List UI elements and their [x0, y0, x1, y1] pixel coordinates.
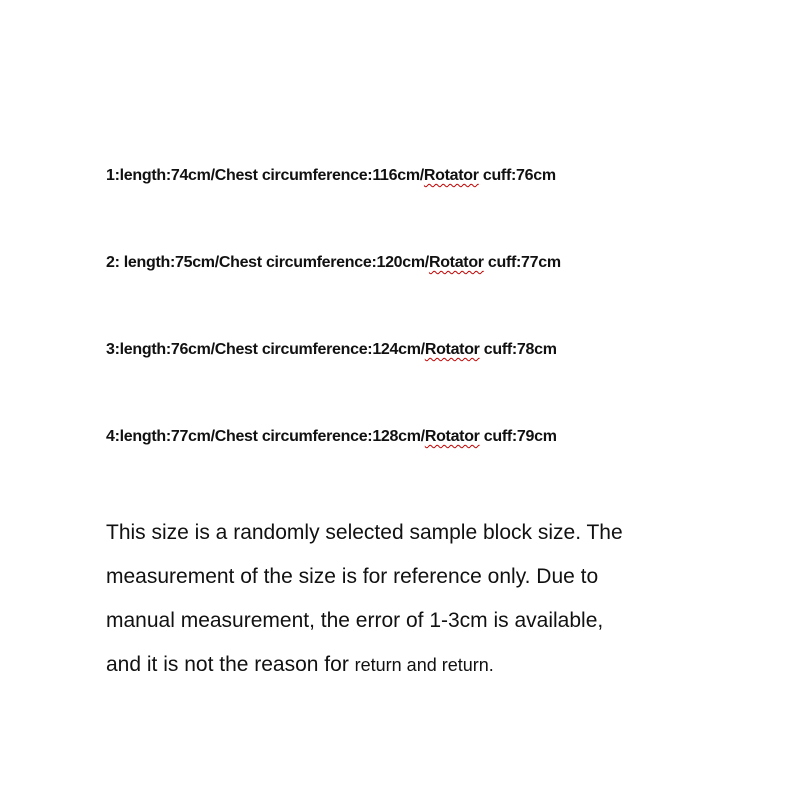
spellcheck-flagged-word: Rotator: [423, 167, 479, 184]
size-line-3: [106, 340, 557, 360]
spellcheck-flagged-word: Rotator: [424, 428, 480, 445]
disclaimer-line-4: [106, 643, 706, 687]
size-line-text: 4:length:77cm/Chest circumference:128cm/: [106, 428, 425, 445]
size-line-text: cuff:78cm: [479, 341, 557, 358]
disclaimer-line-4-main: and it is not the reason for: [106, 653, 355, 676]
spellcheck-flagged-word: Rotator: [428, 254, 484, 271]
disclaimer-line-2: measurement of the size is for reference only. Due to: [106, 565, 599, 588]
disclaimer-line-4-tail: return and return.: [354, 655, 494, 675]
disclaimer-line-1: This size is a randomly selected sample block size. The: [106, 521, 623, 544]
size-line-2: [106, 253, 561, 273]
measurement-disclaimer: [106, 511, 706, 687]
size-line-text: cuff:77cm: [483, 254, 561, 271]
size-line-text: cuff:79cm: [479, 428, 557, 445]
size-line-1: [106, 166, 556, 186]
size-line-text: 1:length:74cm/Chest circumference:116cm/: [106, 167, 424, 184]
spellcheck-flagged-word: Rotator: [424, 341, 480, 358]
size-line-text: 3:length:76cm/Chest circumference:124cm/: [106, 341, 425, 358]
size-line-4: [106, 427, 557, 447]
disclaimer-line-3: manual measurement, the error of 1-3cm is available,: [106, 609, 604, 632]
size-line-text: 2: length:75cm/Chest circumference:120cm/: [106, 254, 429, 271]
size-line-text: cuff:76cm: [478, 167, 556, 184]
